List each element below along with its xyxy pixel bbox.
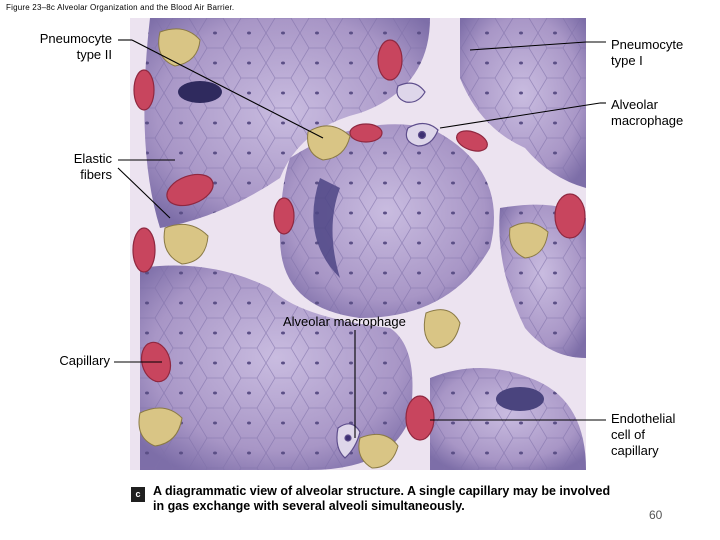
label-elastic-fibers	[30, 151, 112, 183]
label-line: type II	[76, 47, 112, 62]
label-alveolar-macrophage-center: Alveolar macrophage	[283, 314, 406, 329]
label-line: macrophage	[611, 113, 684, 128]
label-line: type I	[611, 53, 643, 68]
label-line: Pneumocyte	[611, 37, 684, 52]
label-line: Endothelial	[611, 411, 676, 426]
label-line: Pneumocyte	[39, 31, 112, 46]
alveolar-illustration	[130, 18, 586, 470]
figure-title: Figure 23–8c Alveolar Organization and the Blood Air Barrier.	[6, 3, 235, 12]
label-line: cell of	[611, 427, 645, 442]
label-pneumocyte-type-ii	[18, 31, 112, 63]
label-capillary: Capillary	[59, 353, 110, 368]
figure-caption: A diagrammatic view of alveolar structure. A single capillary may be involved in gas exchange with several alveoli simultaneously.	[153, 484, 611, 513]
page-number: 60	[649, 508, 663, 522]
label-line: capillary	[611, 443, 659, 458]
label-endothelial-cell	[611, 411, 675, 459]
label-line: Elastic	[73, 151, 112, 166]
label-line: fibers	[80, 167, 112, 182]
label-alveolar-macrophage-right	[611, 97, 683, 129]
cell-nucleus-shape	[178, 81, 222, 103]
caption-badge: c	[131, 487, 145, 502]
label-line: Alveolar	[611, 97, 658, 112]
label-pneumocyte-type-i	[611, 37, 683, 69]
